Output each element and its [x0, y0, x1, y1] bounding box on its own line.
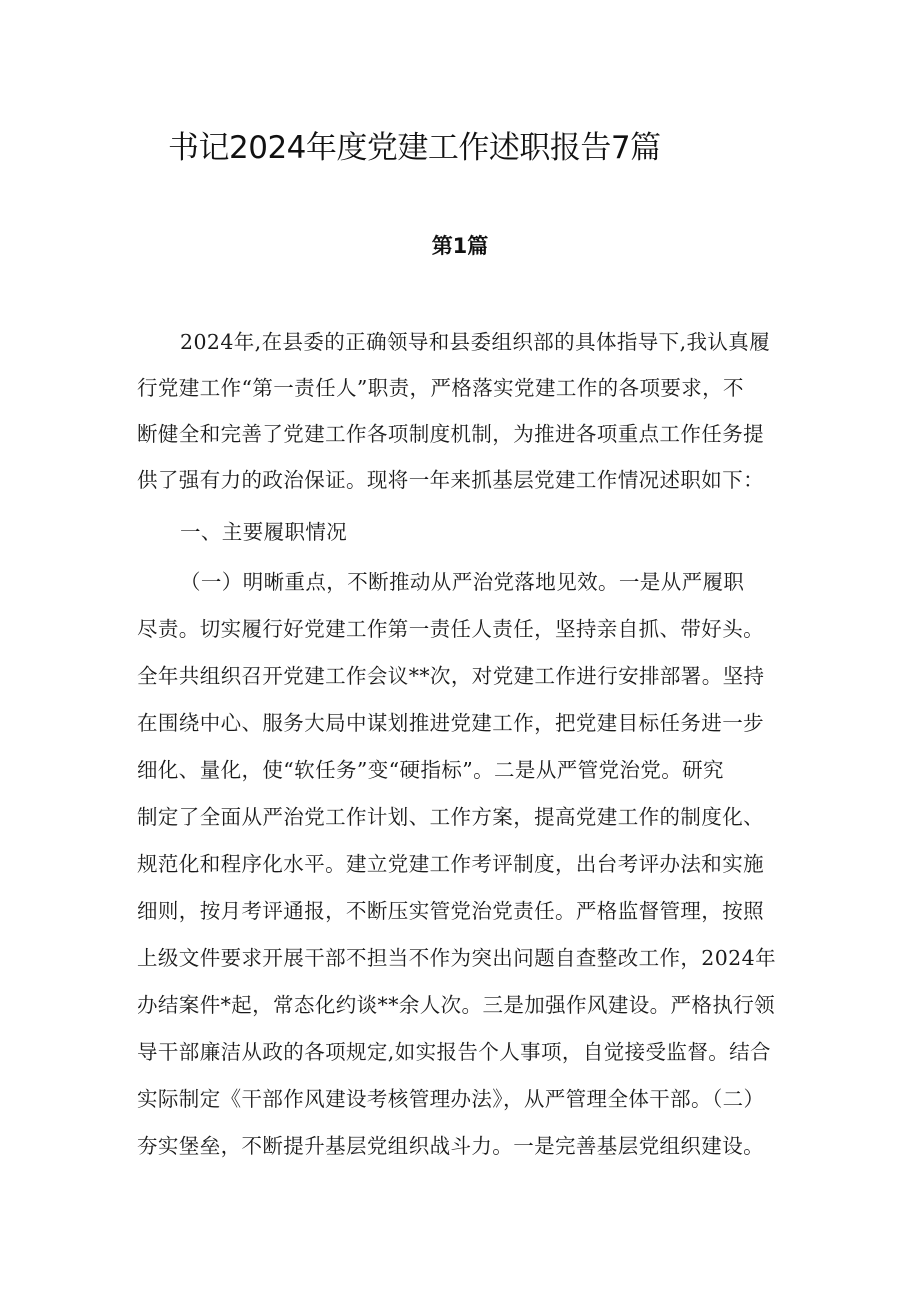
- body-line: 上级文件要求开展干部不担当不作为突出问题自查整改工作，2024年: [137, 946, 776, 970]
- body-line: 办结案件*起，常态化约谈**余人次。三是加强作风建设。严格执行领: [137, 993, 776, 1017]
- body-line: 细化、量化，使“软任务”变“硬指标”。二是从严管党治党。研究: [137, 758, 724, 782]
- body-line: 实际制定《干部作风建设考核管理办法》，从严管理全体干部。（二）: [137, 1087, 765, 1111]
- section-subheading: 一、主要履职情况: [180, 520, 348, 544]
- body-line: 夯实堡垒，不断提升基层党组织战斗力。一是完善基层党组织建设。: [137, 1134, 764, 1158]
- body-line: 断健全和完善了党建工作各项制度机制，为推进各项重点工作任务提: [137, 422, 764, 446]
- body-line: 制定了全面从严治党工作计划、工作方案，提高党建工作的制度化、: [137, 805, 764, 829]
- body-line: 行党建工作“第一责任人”职责，严格落实党建工作的各项要求，不: [137, 376, 744, 400]
- body-line: 细则，按月考评通报，不断压实管党治党责任。严格监督管理，按照: [137, 899, 764, 923]
- body-line: 全年共组织召开党建工作会议**次，对党建工作进行安排部署。坚持: [137, 664, 765, 688]
- body-line: 在围绕中心、服务大局中谋划推进党建工作，把党建目标任务进一步: [137, 711, 764, 735]
- document-title: 书记2024年度党建工作述职报告7篇: [168, 130, 661, 166]
- body-line: （一）明晰重点，不断推动从严治党落地见效。一是从严履职: [180, 570, 745, 594]
- body-line: 2024年,在县委的正确领导和县委组织部的具体指导下,我认真履: [180, 330, 771, 354]
- part-heading: 第1篇: [431, 234, 489, 258]
- body-line: 规范化和程序化水平。建立党建工作考评制度，出台考评办法和实施: [137, 852, 764, 876]
- body-line: 尽责。切实履行好党建工作第一责任人责任，坚持亲自抓、带好头。: [137, 617, 764, 641]
- body-line: 导干部廉洁从政的各项规定,如实报告个人事项，自觉接受监督。结合: [137, 1040, 771, 1064]
- body-line: 供了强有力的政治保证。现将一年来抓基层党建工作情况述职如下：: [137, 468, 764, 492]
